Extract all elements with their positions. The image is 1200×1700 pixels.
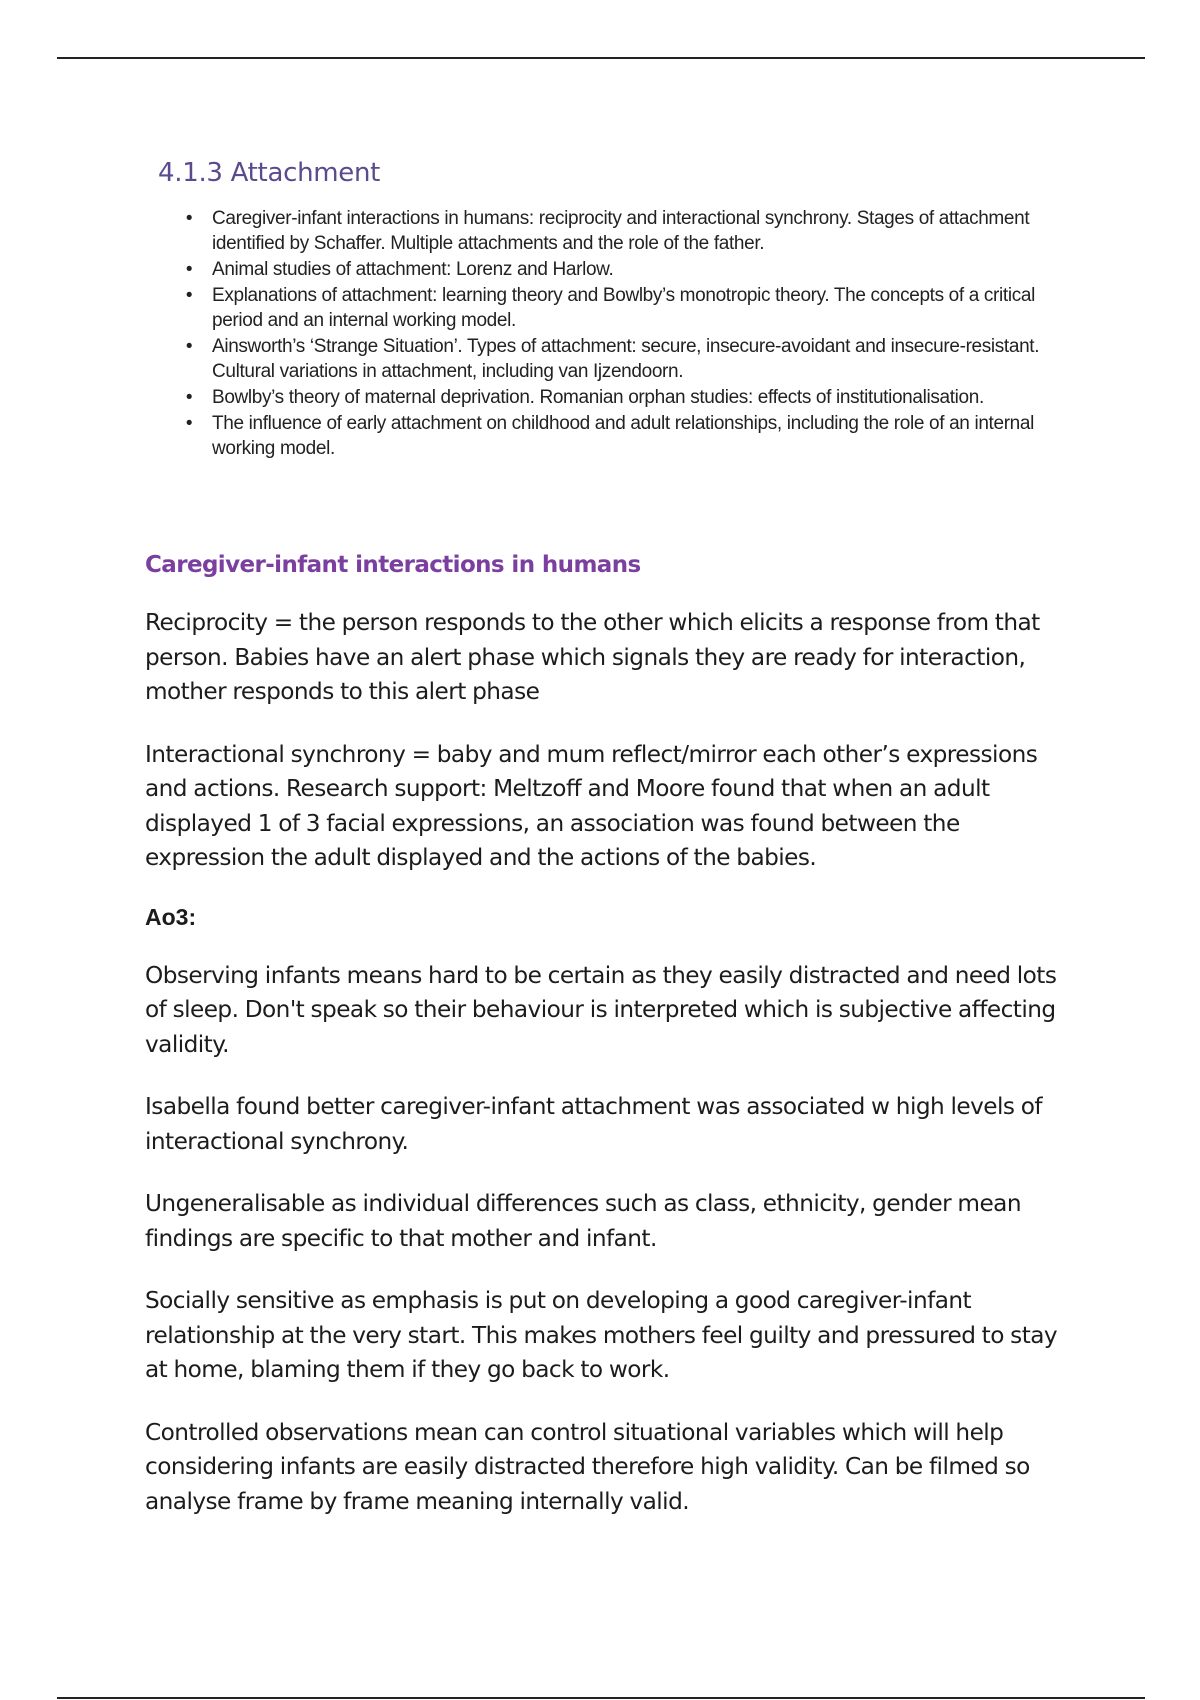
reciprocity-paragraph: Reciprocity = the person responds to the other which elicits a response from that person. Babies have an alert phase which signals they are ready for interaction, mother responds to this alert phase — [145, 609, 1040, 705]
ao3-point: Observing infants means hard to be certain as they easily distracted and need lots of sleep. Don't speak so their behaviour is interpreted which is subjective affecting validity. — [145, 961, 1057, 1058]
footer-rule — [57, 1697, 1145, 1699]
ao3-point: Ungeneralisable as individual differences such as class, ethnicity, gender mean findings are specific to that mother and infant. — [145, 1190, 1021, 1252]
header-rule — [57, 57, 1145, 59]
spec-item-text: Caregiver-infant interactions in humans: reciprocity and interactional synchrony. Stages of attachment identified by Schaffer. Multiple attachments and the role of the father. — [212, 208, 1030, 254]
bullet-icon: • — [185, 285, 193, 306]
spec-item-text: Animal studies of attachment: Lorenz and Harlow. — [212, 259, 614, 280]
spec-item — [182, 283, 1058, 333]
ao3-point: Socially sensitive as emphasis is put on developing a good caregiver-infant relationship at the very start. This makes mothers feel guilty and pressured to stay at home, blaming them if they go back to work. — [145, 1287, 1058, 1383]
spec-item — [182, 257, 1058, 282]
ao3-label: Ao3: — [145, 903, 197, 930]
bullet-icon: • — [185, 387, 193, 408]
bullet-icon: • — [185, 413, 193, 434]
spec-item-text: Explanations of attachment: learning theory and Bowlby’s monotropic theory. The concepts of a critical period and an internal working model. — [212, 285, 1035, 331]
spec-item — [182, 411, 1058, 461]
spec-title: 4.1.3 Attachment — [158, 158, 381, 188]
spec-item-text: Ainsworth’s ‘Strange Situation’. Types of attachment: secure, insecure-avoidant and insecure-resistant. Cultural variations in attachment, including van Ijzendoorn. — [212, 336, 1040, 382]
spec-item — [182, 385, 1058, 410]
spec-item-text: The influence of early attachment on childhood and adult relationships, including the role of an internal working model. — [212, 413, 1034, 459]
ao3-point: Isabella found better caregiver-infant attachment was associated w high levels of interactional synchrony. — [145, 1093, 1042, 1155]
spec-item-text: Bowlby’s theory of maternal deprivation. Romanian orphan studies: effects of institutionalisation. — [212, 387, 984, 408]
section-heading: Caregiver-infant interactions in humans — [145, 552, 641, 578]
bullet-icon: • — [185, 259, 193, 280]
notes-body — [145, 552, 1065, 1547]
synchrony-paragraph: Interactional synchrony = baby and mum reflect/mirror each other’s expressions and actions. Research support: Meltzoff and Moore found that when an adult displayed 1 of 3 facial expressions, an association was found between the expression the adult displayed and the actions of the babies. — [145, 740, 1038, 871]
ao3-point: Controlled observations mean can control situational variables which will help considering infants are easily distracted therefore high validity. Can be filmed so analyse frame by frame meaning internally valid. — [145, 1418, 1030, 1515]
bullet-icon: • — [185, 208, 193, 229]
spec-item — [182, 334, 1058, 384]
bullet-icon: • — [185, 336, 193, 357]
specification-excerpt — [158, 158, 1058, 462]
spec-list — [158, 206, 1058, 461]
spec-item — [182, 206, 1058, 256]
